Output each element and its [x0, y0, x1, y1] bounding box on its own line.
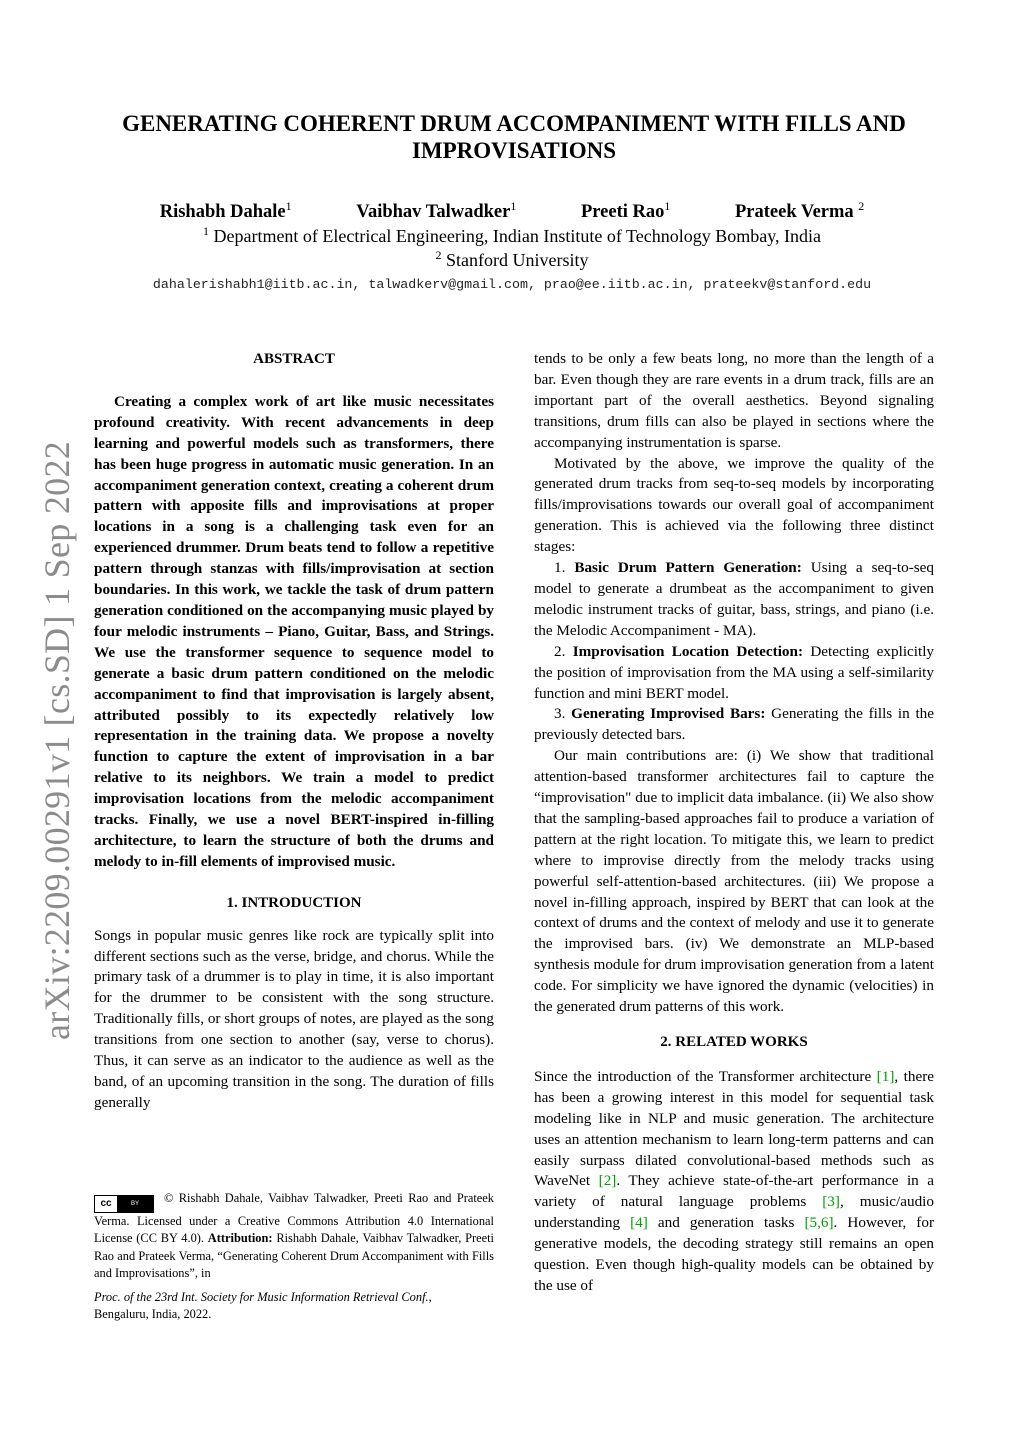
introduction-heading: 1. INTRODUCTION — [226, 894, 362, 911]
stage-item: 2. Improvisation Location Detection: Detecting explicitly the position of improvisation from the MA using a self-similarity function and mini BERT model. — [534, 642, 935, 702]
left-column — [94, 349, 494, 1114]
author: Rishabh Dahale$^1$ — [159, 199, 292, 223]
affiliation: $^1$ Department of Electrical Engineering, Indian Institute of Technology Bombay, India — [202, 224, 822, 246]
arxiv-identifier: arXiv:2209.00291v1 [cs.SD] 1 Sep 2022 — [37, 440, 77, 1040]
citation-link[interactable]: [2] — [598, 1172, 617, 1190]
right-column — [534, 349, 934, 1297]
introduction-paragraph-continued: tends to be only a few beats long, no more than the length of a bar. Even though they are rare events in a drum track, fills are an important part of the overall aesthetics. Beyond signaling transitions, drum fills can also be played in sections where the accompanying instrumentation is sparse. — [534, 350, 934, 451]
author-emails: dahalerishabh1@iitb.ac.in, talwadkerv@gmail.com, prao@ee.iitb.ac.in, prateekv@stanford.edu — [152, 277, 872, 292]
abstract-text: Creating a complex work of art like music necessitates profound creativity. With recent advancements in deep learning and powerful models such as transformers, there has been huge progress in automatic music generation. In an accompaniment generation context, creating a coherent drum pattern with apposite fills and improvisations at proper locations in a song is a challenging task even for an experienced drummer. Drum beats tend to follow a repetitive pattern through stanzas with fills/improvisation at section boundaries. In this work, we tackle the task of drum pattern generation conditioned on the accompanying music played by four melodic instruments – Piano, Guitar, Bass, and Strings. We use the transformer sequence to sequence model to generate a basic drum pattern conditioned on the melodic accompaniment to find that improvisation is largely absent, attributed possibly to its expectedly relatively low representation in the training data. We propose a novelty function to capture the extent of improvisation in a bar relative to its neighbors. We train a model to predict improvisation locations from the melodic accompaniment tracks. Finally, we use a novel BERT-inspired in-filling architecture, to learn the structure of both the drums and melody to in-fill elements of improvised music. — [94, 392, 494, 870]
license-footnote: cc BY © Rishabh Dahale, Vaibhav Talwadker, Preeti Rao and Prateek Verma. Licensed under a Creative Commons Attribution 4.0 International License (CC BY 4.0). Attribution: Rishabh Dahale, Vaibhav Talwadker, Preeti Rao and Prateek Verma, “Generating Coherent Drum Accompaniment with Fills and Improvisations”, in Proc. of the 23rd Int. Society for Music Information Retrieval Conf., Bengaluru, India, 2022. — [94, 1190, 494, 1324]
affiliation: $^2$ Stanford University — [435, 248, 589, 270]
copyright-text: © Rishabh Dahale, Vaibhav Talwadker, Preeti Rao and Prateek Verma. Licensed under a Creative Commons Attribution 4.0 International License (CC BY 4.0). — [94, 1191, 494, 1246]
author: Prateek Verma $^2$ — [734, 199, 865, 223]
paper-title: GENERATING COHERENT DRUM ACCOMPANIMENT WITH FILLS AND IMPROVISATIONS — [122, 111, 906, 163]
stage-item: 3. Generating Improvised Bars: Generating the fills in the previously detected bars. — [534, 705, 935, 744]
creative-commons-icon: cc BY — [94, 1195, 154, 1213]
contributions-paragraph: Our main contributions are: (i) We show that traditional attention-based transformer architectures fail to capture the “improvisation" due to implicit data imbalance. (ii) We also show that the sampling-based approaches fail to produce a variation of pattern at the right location. To mitigate this, we learn to predict where to improvise directly from the melody tracks using powerful self-attention-based architectures. (iii) We propose a novel in-filling approach, inspired by BERT that can look at the context of drums and the context of melody and use it to generate the improvised bars. (iv) We demonstrate an MLP-based synthesis module for drum improvisation generation from a latent code. For simplicity we have ignored the dynamic (velocities) in the generated drum patterns of this work. — [534, 747, 934, 1016]
author: Vaibhav Talwadker$^1$ — [356, 199, 517, 223]
related-works-heading: 2. RELATED WORKS — [660, 1034, 808, 1050]
citation-link[interactable]: [5, — [804, 1214, 821, 1232]
citation-link[interactable]: [1] — [876, 1067, 895, 1085]
citation-link[interactable]: 6] — [820, 1214, 834, 1232]
introduction-paragraph: Songs in popular music genres like rock are typically split into different sections such as the verse, bridge, and chorus. While the primary task of a drummer is to play in time, it is also important for the drummer to be consistent with the song structure. Traditionally fills, or short groups of notes, are played as the song transitions from one section to another (say, verse to chorus). Thus, it can serve as an indicator to the audience as well as the band, of an upcoming transition in the song. The duration of fills generally — [94, 926, 494, 1111]
citation-link[interactable]: [3] — [822, 1193, 840, 1211]
author: Preeti Rao$^1$ — [580, 199, 671, 223]
author-list — [0, 199, 1024, 223]
related-works-paragraph: Since the introduction of the Transformer architecture [1], there has been a growing interest in this model for sequential task modeling like in NLP and music generation. The architecture uses an attention mechanism to learn long-term patterns and can easily surpass dilated convolutional-based methods such as WaveNet [2]. They achieve state-of-the-art performance in a variety of natural language problems [3], music/audio understanding [4] and generation tasks [5,6]. However, for generative models, the decoding strategy still remains an open question. Even though high-quality models can be obtained by the use of — [534, 1067, 935, 1294]
proceedings: Proc. of the 23rd Int. Society for Music Information Retrieval Conf., — [94, 1289, 432, 1304]
stage-item: 1. Basic Drum Pattern Generation: Using a seq-to-seq model to generate a drumbeat as the accompaniment to given melodic instrument tracks of guitar, bass, strings, and piano (i.e. the Melodic Accompaniment - MA). — [534, 559, 935, 639]
citation-link[interactable]: [4] — [630, 1214, 648, 1232]
abstract-heading: ABSTRACT — [253, 351, 335, 367]
introduction-paragraph: Motivated by the above, we improve the quality of the generated drum tracks from seq-to-seq models by incorporating fills/improvisations towards our overall goal of accompaniment generation. This is achieved via the following three distinct stages: — [534, 454, 934, 556]
conference-location: Bengaluru, India, 2022. — [94, 1307, 212, 1322]
